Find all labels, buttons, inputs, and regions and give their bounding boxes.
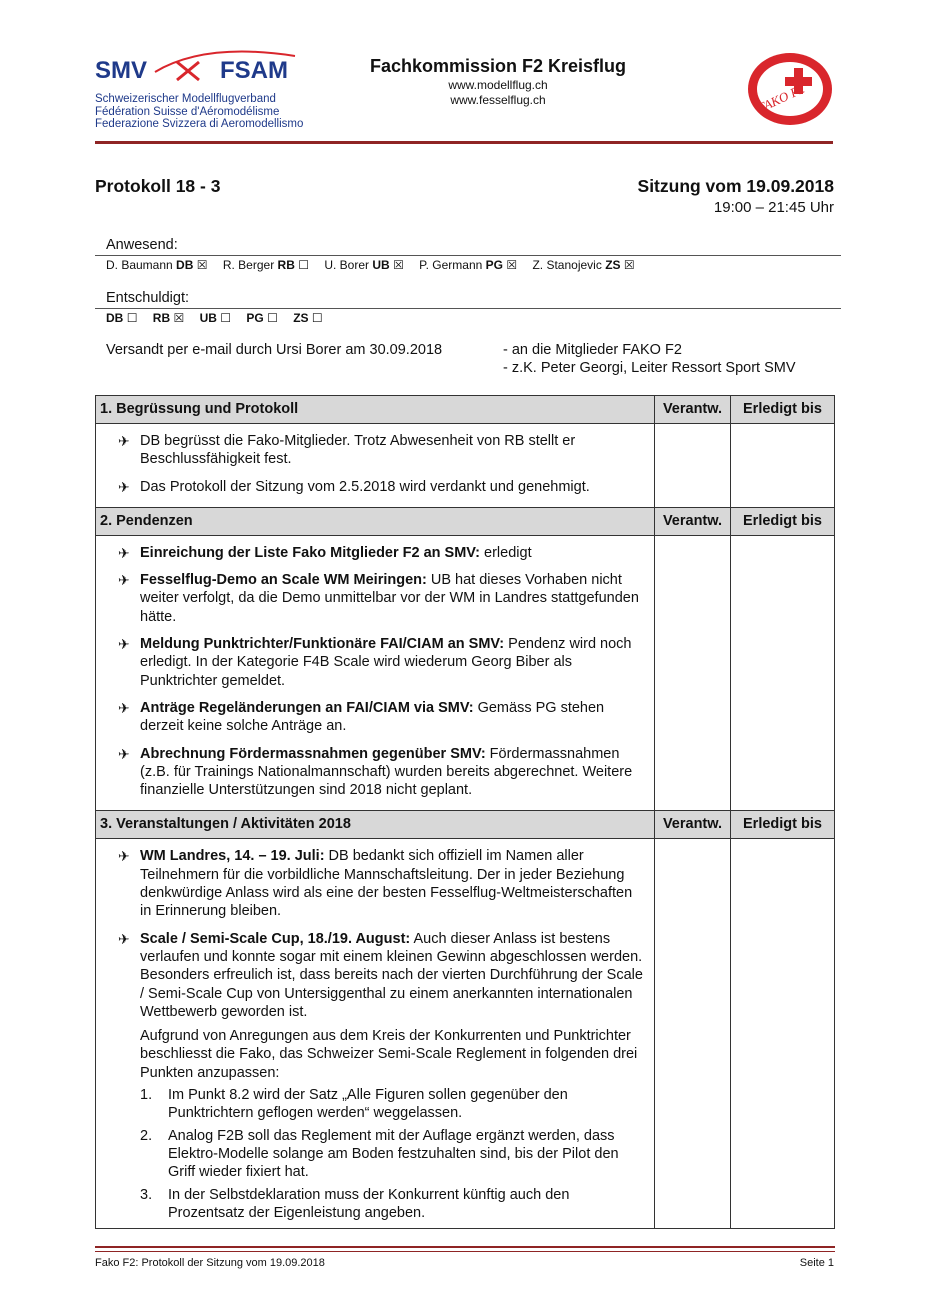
section-title: 1. Begrüssung und Protokoll [96, 396, 655, 423]
section-header [96, 396, 834, 424]
col-responsible: Verantw. [655, 508, 731, 535]
link-modellflug[interactable]: www.modellflug.ch [448, 78, 548, 92]
smv-fsam-logo [95, 48, 305, 88]
header-divider [95, 141, 833, 144]
due-cell [731, 424, 834, 507]
excused-list [106, 311, 335, 325]
present-list [106, 258, 647, 272]
present-entry: R. Berger RB ☐ [222, 258, 309, 272]
present-rule [95, 255, 841, 256]
excused-entry: PG ☐ [246, 311, 278, 325]
recipients-members: - an die Mitglieder FAKO F2 [503, 342, 682, 358]
recipients-info: - z.K. Peter Georgi, Leiter Ressort Sport SMV [503, 360, 796, 376]
section-body [96, 839, 834, 1229]
org-name-fr: Fédération Suisse d'Aéromodélisme [95, 105, 280, 118]
numbered-item: 3. In der Selbstdeklaration muss der Konkurrent künftig auch den Prozentsatz der Eigenleistung angeben. [140, 1186, 570, 1221]
list-item: ✈ WM Landres, 14. – 19. Juli: DB bedankt sich offiziell im Namen aller Teilnehmern für die vorbildliche Mannschaftsleitung. Der in jeder Beziehung denkwürdige Anlass wird als eine der besten Fesselflug-Weltmeisterschaften in Erinnerung bleiben. [118, 848, 633, 920]
footer-divider-thin [95, 1251, 835, 1252]
list-item: ✈ Abrechnung Fördermassnahmen gegenüber SMV: Fördermassnahmen (z.B. für Trainings Nationalmannschaft) wurden bereits abgerechnet. Weitere finanzielle Unterstützungen sind 2018 nicht geplant. [118, 745, 633, 799]
footer-divider [95, 1246, 835, 1248]
section-title: 3. Veranstaltungen / Aktivitäten 2018 [96, 811, 655, 838]
responsible-cell [655, 839, 731, 1228]
list-item: ✈ Meldung Punktrichter/Funktionäre FAI/CIAM an SMV: Pendenz wird noch erledigt. In der Kategorie F4B Scale wird wiederum Georg Biber als Punktrichter gemeldet. [118, 636, 632, 689]
airplane-icon: ✈ [118, 478, 130, 495]
logo-smv-text: SMV [95, 57, 148, 84]
section-header [96, 508, 834, 536]
present-entry: Z. Stanojevic ZS ☒ [532, 258, 635, 272]
session-date: Sitzung vom 19.09.2018 [637, 176, 834, 196]
list-item: ✈ Fesselflug-Demo an Scale WM Meiringen: UB hat dieses Vorhaben nicht weiter verfolgt, da die Demo unmittelbar vor der WM in Landres stattgefunden hätte. [118, 572, 639, 625]
present-label: Anwesend: [106, 237, 178, 253]
col-due: Erledigt bis [743, 512, 822, 529]
present-entry: D. Baumann DB ☒ [106, 258, 208, 272]
section-title: 2. Pendenzen [96, 508, 655, 535]
section-body [96, 424, 834, 508]
header-title: Fachkommission F2 Kreisflug [369, 56, 627, 76]
responsible-cell [655, 536, 731, 811]
airplane-icon: ✈ [118, 433, 130, 449]
present-entry: P. Germann PG ☒ [419, 258, 518, 272]
excused-entry: RB ☒ [152, 311, 185, 325]
footer-title: Fako F2: Protokoll der Sitzung vom 19.09.2018 [95, 1257, 325, 1269]
airplane-icon: ✈ [118, 930, 130, 947]
org-names [95, 93, 303, 131]
numbered-item: 1. Im Punkt 8.2 wird der Satz „Alle Figuren sollen gegenüber den Punktrichtern geflogen werden“ weggelassen. [140, 1087, 568, 1122]
airplane-icon: ✈ [118, 745, 130, 762]
list-item: ✈ Anträge Regeländerungen an FAI/CIAM via SMV: Gemäss PG stehen derzeit keine solche Anträge an. [118, 699, 605, 735]
airplane-icon: ✈ [118, 636, 130, 653]
excused-entry: UB ☐ [199, 311, 232, 325]
sent-by: Versandt per e-mail durch Ursi Borer am 30.09.2018 [106, 342, 443, 358]
col-due: Erledigt bis [743, 816, 822, 833]
col-responsible: Verantw. [655, 396, 731, 423]
list-item: ✈ Scale / Semi-Scale Cup, 18./19. August: Auch dieser Anlass ist bestens verlaufen und konnte sogar mit einem kleinen Gewinn abgeschlossen werden. Besonders erfreulich ist, dass bereits nach der vierten Durchführung der Scale / Semi-Scale Cup von Untersiggenthal zu einem anerkannten internationalen Wettbewerb geworden ist. [118, 930, 643, 1020]
excused-rule [95, 308, 841, 309]
due-cell [731, 536, 834, 811]
airplane-icon: ✈ [118, 572, 130, 589]
org-name-it: Federazione Svizzera di Aeromodellismo [95, 118, 304, 130]
due-cell [731, 839, 834, 1228]
list-item: ✈ DB begrüsst die Fako-Mitglieder. Trotz Abwesenheit von RB stellt er Beschlussfähigkeit fest. [118, 433, 576, 468]
excused-entry: ZS ☐ [293, 311, 323, 325]
session-time: 19:00 – 21:45 Uhr [713, 199, 834, 216]
logo-fsam-text: FSAM [220, 57, 288, 84]
protocol-number: Protokoll 18 - 3 [95, 176, 221, 196]
responsible-cell [655, 424, 731, 507]
airplane-icon: ✈ [118, 699, 130, 716]
agenda-table [95, 395, 835, 1229]
list-item: ✈ Das Protokoll der Sitzung vom 2.5.2018 wird verdankt und genehmigt. [118, 478, 590, 495]
page-number: Seite 1 [799, 1257, 834, 1269]
airplane-icon: ✈ [118, 848, 130, 865]
excused-entry: DB ☐ [106, 311, 138, 325]
fako-f2-logo [740, 50, 836, 128]
excused-label: Entschuldigt: [106, 290, 190, 306]
col-due: Erledigt bis [743, 401, 822, 417]
org-name-de: Schweizerischer Modellflugverband [95, 93, 276, 105]
numbered-item: 2. Analog F2B soll das Reglement mit der Auflage ergänzt werden, dass Elektro-Modelle solange am Boden festzuhalten sind, bis der Pilot den Griff wieder fixiert hat. [140, 1127, 619, 1181]
link-fesselflug[interactable]: www.fesselflug.ch [450, 93, 546, 107]
fako-logo-text: FAKO F2 [755, 80, 807, 116]
list-item: ✈ Einreichung der Liste Fako Mitglieder F2 an SMV: erledigt [118, 544, 532, 561]
section-body [96, 536, 834, 812]
decision-paragraph: Aufgrund von Anregungen aus dem Kreis der Konkurrenten und Punktrichter beschliesst die Fako, das Schweizer Semi-Scale Reglement in folgenden drei Punkten anzupassen: [140, 1028, 638, 1081]
present-entry: U. Borer UB ☒ [324, 258, 404, 272]
airplane-icon: ✈ [118, 544, 130, 561]
col-responsible: Verantw. [655, 811, 731, 838]
section-header [96, 811, 834, 839]
